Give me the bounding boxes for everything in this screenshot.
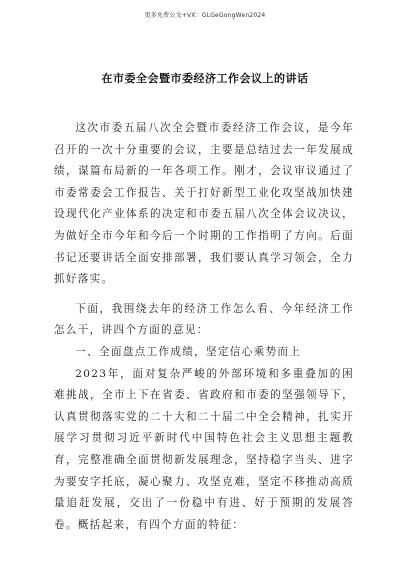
paragraph-intro: 这次市委五届八次全会暨市委经济工作会议，是今年召开的一次十分重要的会议，主要是总结过去一年发展成绩，谋篇布局新的一年各项工作。刚才，会议审议通过了市委常委会工作报告、关于打好新型工业化攻坚战加快建设现代化产业体系的决定和市委五届八次全体会议决议，为做好全市今年和今后一个时期的工作指明了方向。后面书记还要讲话全面安排部署，我们要认真学习领会，全力抓好落实。 [54,122,354,286]
document-title: 在市委全会暨市委经济工作会议上的讲话 [101,72,309,85]
document-body [54,118,354,536]
paragraph-outline: 下面，我围绕去年的经济工作怎么看、今年经济工作怎么干，讲四个方面的意见： [54,302,354,337]
paragraph-2023-review: 2023年，面对复杂严峻的外部环境和多重叠加的困难挑战，全市上下在省委、省政府和市委的坚强领导下，认真贯彻落实党的二十大和二十届二中全会精神，扎实开展学习贯彻习近平新时代中国特色社会主义思想主题教育，完整准确全面贯彻新发展理念，坚持稳字当头、进字为要安字托底，凝心聚力、攻坚克难，坚定不移推动高质量追赶发展，交出了一份稳中有进、好于预期的发展答卷。概括起来，有四个方面的特征： [54,367,354,531]
section-heading-1: 一、全面盘点工作成绩，坚定信心乘势而上 [75,345,302,358]
header-note: 更多免费公文+VX：GLGeGongWen2024 [144,12,266,19]
